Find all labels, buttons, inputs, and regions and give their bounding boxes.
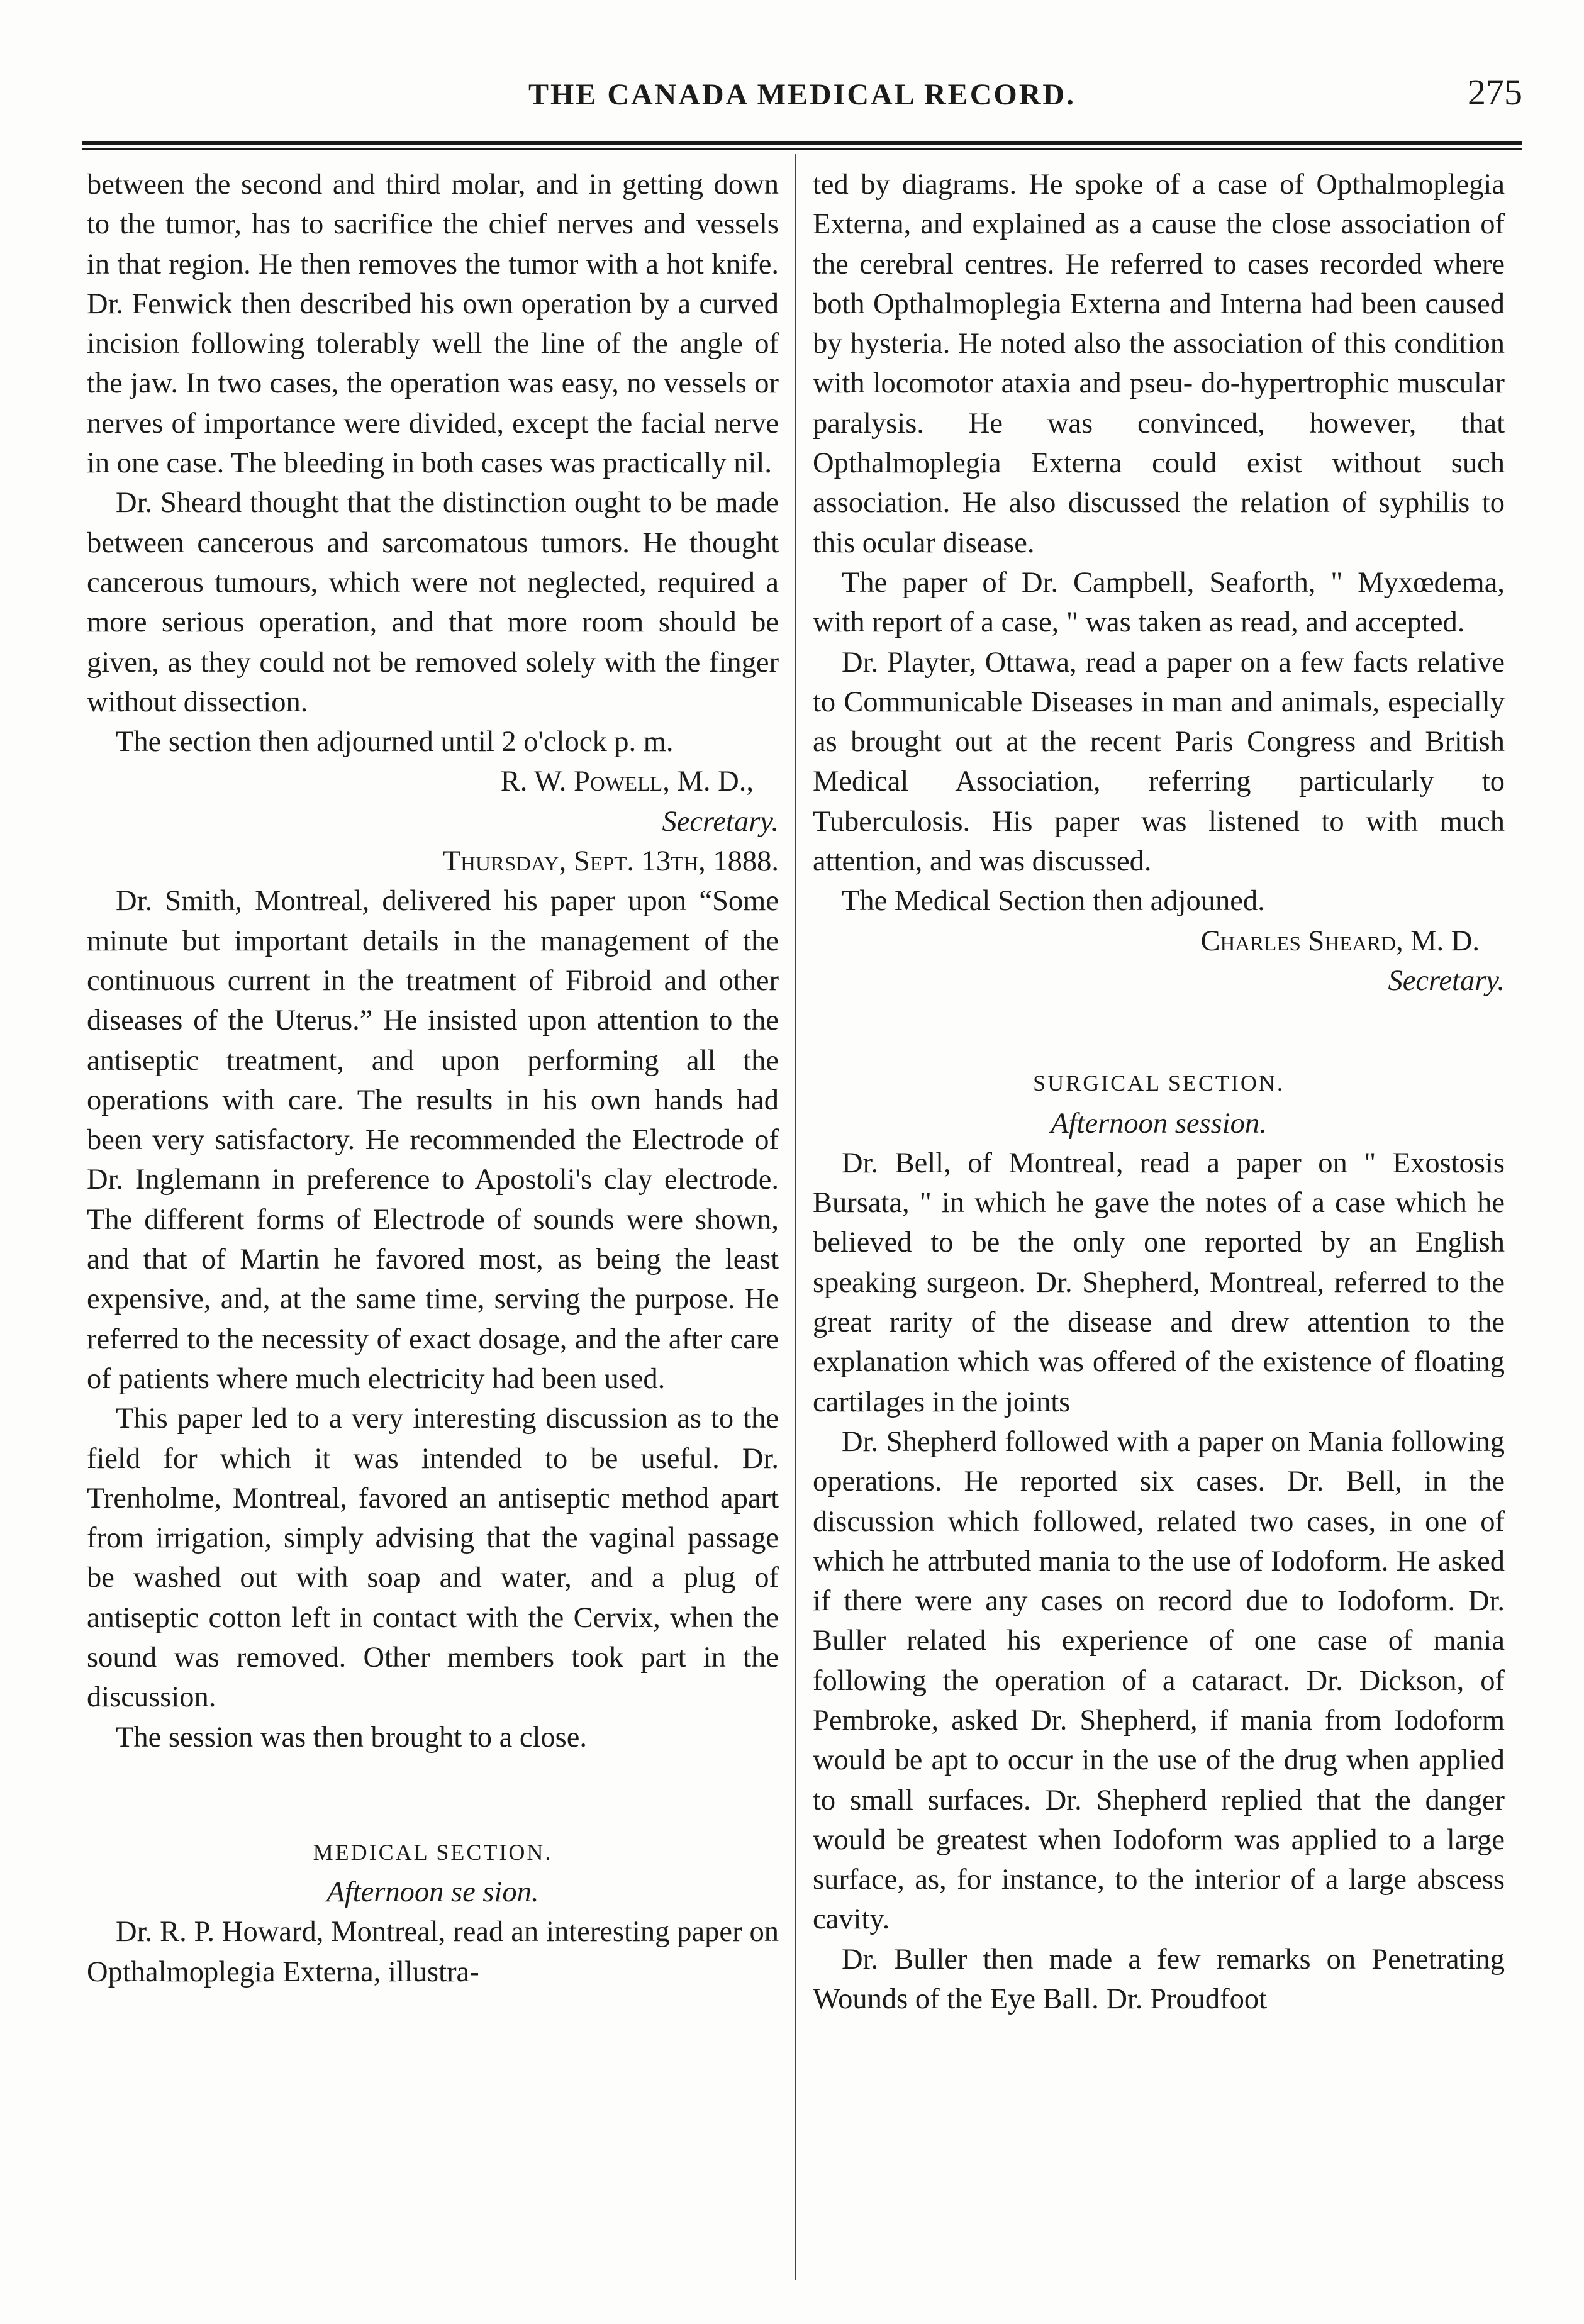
- secretary-signature-name: R. W. Powell, M. D.,: [500, 765, 754, 798]
- section-heading-medical: MEDICAL SECTION.: [313, 1839, 553, 1865]
- left-column: [87, 165, 779, 1992]
- paragraph: Dr. Shepherd followed with a paper on Mania following operations. He reported six cases. Dr. Bell, in the discussion which followed, related two cases, in one of which he attrbuted mania to the use of Iodoform. He asked if there were any cases on record due to Iodoform. Dr. Buller related his experience of one case of mania following the operation of a cataract. Dr. Dickson, of Pembroke, asked Dr. Shepherd, if mania from Iodoform would be apt to occur in the use of the drug when applied to small surfaces. Dr. Shepherd replied that the danger would be greatest when Iodoform was applied to a large surface, as, for instance, to the interior of a large abscess cavity.: [813, 1425, 1505, 1936]
- header-rule-thin: [82, 148, 1522, 150]
- column-divider: [795, 154, 796, 2280]
- paragraph: Dr. Sheard thought that the distinction ought to be made between cancerous and sarcomatous tumors. He thought cancerous tumours, which were not neglected, required a more serious operation, and that more room should be given, as they could not be removed solely with the finger without dissection.: [87, 487, 779, 718]
- session-heading: Afternoon session.: [1051, 1107, 1267, 1140]
- page-number: 275: [1468, 72, 1522, 113]
- paragraph: ted by diagrams. He spoke of a case of Opthalmoplegia Externa, and explained as a cause the close association of the cerebral centres. He referred to cases recorded where both Opthalmoplegia Externa and Interna had been caused by hysteria. He noted also the association of this condition with locomotor ataxia and pseu- do-hypertrophic muscular paralysis. He was convinced, however, that Opthalmoplegia Externa could exist without such association. He also discussed the relation of syphilis to this ocular disease.: [813, 169, 1505, 559]
- paragraph: Dr. Smith, Montreal, delivered his paper upon “Some minute but important details in the management of the continuous current in the treatment of Fibroid and other diseases of the Uterus.” He insisted upon attention to the antiseptic treatment, and upon performing all the operations with care. The results in his own hands had been very satisfactory. He recommended the Electrode of Dr. Inglemann in preference to Apostoli's clay electrode. The different forms of Electrode of sounds were shown, and that of Martin he favored most, as being the least expensive, and, at the same time, serving the purpose. He referred to the necessity of exact dosage, and the after care of patients where much electricity had been used.: [87, 885, 779, 1395]
- paragraph: between the second and third molar, and in getting down to the tumor, has to sacrifice the chief nerves and vessels in that region. He then removes the tumor with a hot knife. Dr. Fenwick then described his own operation by a curved incision following tolerably well the line of the angle of the jaw. In two cases, the operation was easy, no vessels or nerves of importance were divided, except the facial nerve in one case. The bleeding in both cases was practically nil.: [87, 169, 779, 480]
- right-column: [813, 165, 1505, 2019]
- secretary-signature-title: Secretary.: [662, 805, 779, 838]
- paragraph: This paper led to a very interesting discussion as to the field for which it was intended to be useful. Dr. Trenholme, Montreal, favored an antiseptic method apart from irrigation, simply advising that the vaginal passage be washed out with soap and water, and a plug of antiseptic cotton left in contact with the Cervix, when the sound was removed. Other members took part in the discussion.: [87, 1403, 779, 1714]
- secretary-signature-title: Secretary.: [1388, 964, 1505, 997]
- paragraph: The session was then brought to a close.: [116, 1721, 588, 1754]
- paragraph: Dr. Bell, of Montreal, read a paper on " Exostosis Bursata, " in which he gave the notes of a case which he believed to be the only one reported by an English speaking surgeon. Dr. Shepherd, Montreal, referred to the great rarity of the disease and drew attention to the explanation which was offered of the existence of floating cartilages in the joints: [813, 1147, 1505, 1418]
- dateline: Thursday, Sept. 13th, 1888.: [442, 845, 779, 878]
- running-title: THE CANADA MEDICAL RECORD.: [528, 78, 1076, 111]
- session-heading: Afternoon se sion.: [326, 1876, 539, 1909]
- page-header: [82, 60, 1522, 120]
- section-heading-surgical: SURGICAL SECTION.: [1033, 1070, 1285, 1096]
- paragraph: Dr. Buller then made a few remarks on Penetrating Wounds of the Eye Ball. Dr. Proudfoot: [813, 1943, 1505, 2016]
- paragraph: The Medical Section then adjouned.: [842, 885, 1265, 918]
- paragraph: The section then adjourned until 2 o'clock p. m.: [116, 726, 674, 759]
- paragraph: The paper of Dr. Campbell, Seaforth, " Myxœdema, with report of a case, " was taken as read, and accepted.: [813, 566, 1505, 639]
- header-rule-thick: [82, 141, 1522, 145]
- secretary-signature-name: Charles Sheard, M. D.: [1200, 925, 1480, 957]
- paragraph: Dr. Playter, Ottawa, read a paper on a few facts relative to Communicable Diseases in man and animals, especially as brought out at the recent Paris Congress and British Medical Association, referring particularly to Tuberculosis. His paper was listened to with much attention, and was discussed.: [813, 646, 1505, 878]
- paragraph: Dr. R. P. Howard, Montreal, read an interesting paper on Opthalmoplegia Externa, illustra-: [87, 1916, 779, 1988]
